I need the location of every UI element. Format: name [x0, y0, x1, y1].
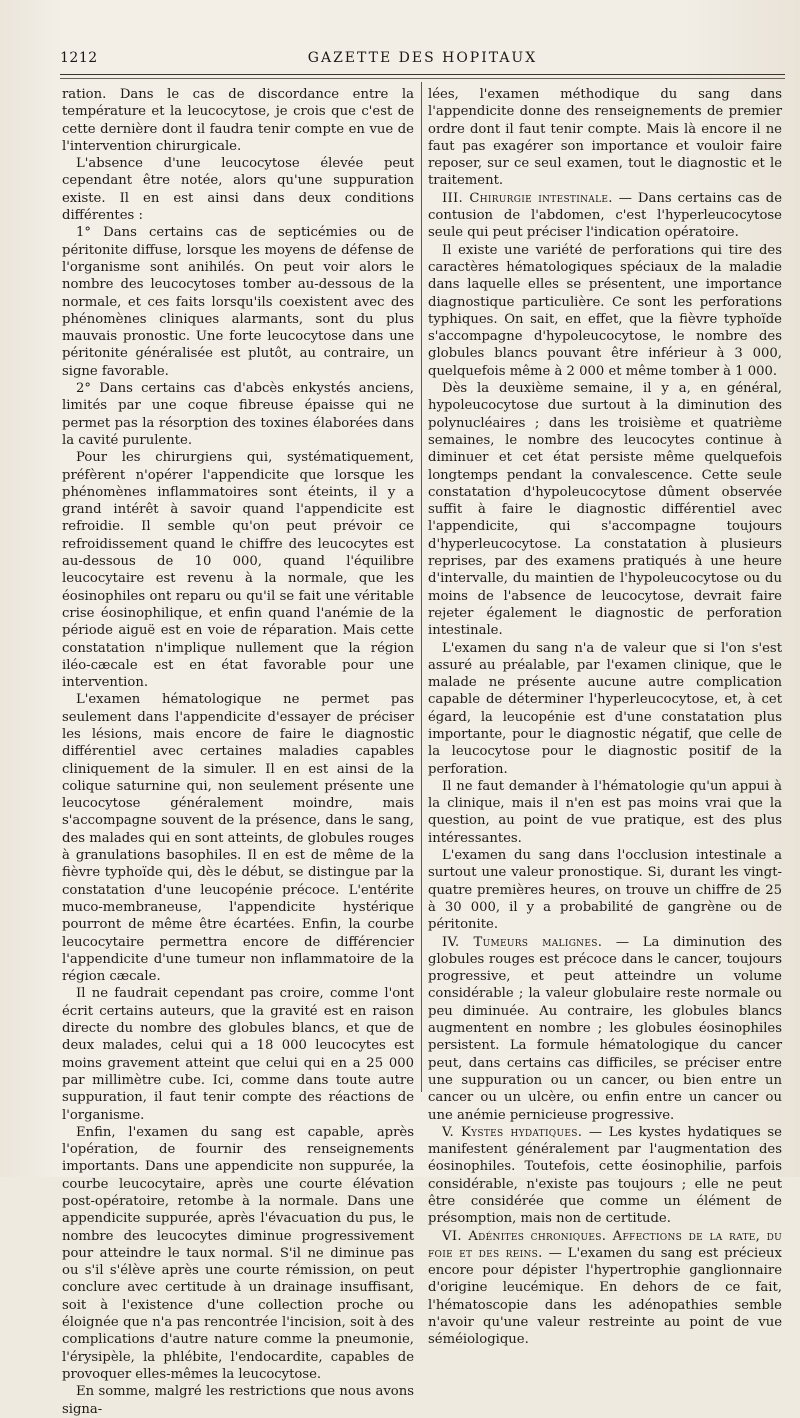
left-paragraph: En somme, malgré les restrictions que nous avons signa- — [62, 1384, 414, 1417]
right-column — [428, 86, 782, 1349]
header-rule — [60, 74, 785, 75]
section-heading: III. Chirurgie intestinale. — [442, 190, 613, 206]
left-paragraph: 1° Dans certains cas de septicémies ou de péritonite diffuse, lorsque les moyens de défense de l'organisme sont anihilés. On peut voir alors le nombre des leucocytoses tomber au-dessous de la normale, et ces faits lorsqu'ils coexistent avec des phénomènes cliniques alarmants, sont du plus mauvais pronostic. Une forte leucocytose dans une péritonite généralisée est plutôt, au contraire, un signe favorable. — [62, 225, 414, 379]
section-heading: V. Kystes hydatiques. — [442, 1124, 583, 1140]
left-paragraph: L'absence d'une leucocytose élevée peut cependant être notée, alors qu'une suppuration existe. Il en est ainsi dans deux conditions différentes : — [62, 156, 414, 224]
left-paragraph: L'examen hématologique ne permet pas seulement dans l'appendicite d'essayer de préciser les lésions, mais encore de faire le diagnostic différentiel avec certaines maladies capables cliniquement de la simuler. Il en est ainsi de la colique saturnine qui, non seulement présente une leucocytose généralement moindre, mais s'accompagne souvent de la présence, dans le sang, des malades qui en sont atteints, de globules rouges à granulations basophiles. Il en est de même de la fièvre typhoïde qui, dès le début, se distingue par la constatation d'une leucopénie précoce. L'entérite muco-membraneuse, l'appendicite hystérique pourront de même être écartées. Enfin, la courbe leucocytaire permettra encore de différencier l'appendicite d'une tumeur non inflammatoire de la région cæcale. — [62, 692, 414, 985]
section-heading: VI. Adénites chroniques. Affections de la rate, du foie et des reins. — [428, 1228, 782, 1261]
section-text: — La diminution des globules rouges est précoce dans le cancer, toujours progressive, et peut atteindre un volume considérable ; la valeur globulaire reste normale ou peu diminuée. Au contraire, les globules blancs augmentent en nombre ; les globules éosinophiles persistent. La formule hématologique du cancer peut, dans certains cas difficiles, se préciser entre une suppuration ou un cancer, ou bien entre un cancer ou un ulcère, ou enfin entre un cancer ou une anémie pernicieuse progressive. — [428, 934, 782, 1123]
right-paragraph: Il existe une variété de perforations qui tire des caractères hématologiques spéciaux de la maladie dans laquelle elles se présentent, une importance diagnostique particulière. Ce sont les perforations typhiques. On sait, en effet, que la fièvre typhoïde s'accompagne d'hypoleucocytose, le nombre des globules blancs pouvant être inférieur à 3 000, quelquefois même à 2 000 et même tomber à 1 000. — [428, 242, 782, 379]
page-number: 1212 — [60, 50, 98, 66]
running-title: GAZETTE DES HOPITAUX — [307, 50, 538, 66]
section-6 — [428, 1228, 782, 1349]
section-heading: IV. Tumeurs malignes. — [442, 934, 603, 950]
right-paragraph: lées, l'examen méthodique du sang dans l'appendicite donne des renseignements de premier ordre dont il faut tenir compte. Mais là encore il ne faut pas exagérer son importance et vouloir faire reposer, sur ce seul examen, tout le diagnostic et le traitement. — [428, 87, 782, 189]
column-divider — [421, 82, 422, 1092]
section-5 — [428, 1124, 782, 1228]
section-text: — Les kystes hydatiques se manifestent généralement par l'augmentation des éosinophiles. Toutefois, cette éosinophilie, parfois considérable, n'existe pas toujours ; elle ne peut être considérée que comme un élément de présomption, mais non de certitude. — [428, 1124, 782, 1227]
right-paragraph: Dès la deuxième semaine, il y a, en général, hypoleucocytose due surtout à la diminution des polynucléaires ; dans les troisième et quatrième semaines, le nombre des leucocytes continue à diminuer et cet état persiste même quelquefois longtemps pendant la convalescence. Cette seule constatation d'hypoleucocytose dûment observée suffit à faire le diagnostic différentiel avec l'appendicite, qui s'accompagne toujours d'hyperleucocytose. La constatation à plusieurs reprises, par des examens pratiqués à une heure d'intervalle, du maintien de l'hypoleucocytose ou du moins de l'absence de leucocytose, devrait faire rejeter également le diagnostic de perforation intestinale. — [428, 381, 782, 639]
page-header — [60, 50, 785, 72]
section-text: — Dans certains cas de contusion de l'abdomen, c'est l'hyperleucocytose seule qui peut préciser l'indication opératoire. — [428, 190, 782, 241]
section-text: — L'examen du sang est précieux encore pour dépister l'hypertrophie ganglionnaire d'origine leucémique. En dehors de ce fait, l'hématoscopie dans les adénopathies semble n'avoir qu'une valeur restreinte au point de vue séméiologique. — [428, 1245, 782, 1348]
left-column — [62, 86, 414, 1418]
right-paragraph: Il ne faut demander à l'hématologie qu'un appui à la clinique, mais il n'en est pas moins vrai que la question, au point de vue pratique, est des plus intéressantes. — [428, 778, 782, 846]
header-rule-thin — [60, 78, 785, 79]
left-paragraph: 2° Dans certains cas d'abcès enkystés anciens, limités par une coque fibreuse épaisse qui ne permet pas la résorption des toxines élaborées dans la cavité purulente. — [62, 381, 414, 448]
section-4 — [428, 934, 782, 1124]
left-paragraph: Pour les chirurgiens qui, systématiquement, préfèrent n'opérer l'appendicite que lorsque les phénomènes inflammatoires sont éteints, il y a grand intérêt à savoir quand l'appendicite est refroidie. Il semble qu'on peut prévoir ce refroidissement quand le chiffre des leucocytes est au-dessous de 10 000, quand l'équilibre leucocytaire est revenu à la normale, que les éosinophiles ont reparu ou qu'il se fait une véritable crise éosinophilique, et enfin quand l'anémie de la période aiguë est en voie de réparation. Mais cette constatation n'implique nullement que la région iléo-cæcale est en état favorable pour une intervention. — [62, 450, 414, 691]
section-3 — [428, 190, 782, 242]
left-paragraph: Enfin, l'examen du sang est capable, après l'opération, de fournir des renseignements importants. Dans une appendicite non suppurée, la courbe leucocytaire, après une courte élévation post-opératoire, retombe à la normale. Dans une appendicite suppurée, après l'évacuation du pus, le nombre des leucocytes diminue progressivement pour atteindre le taux normal. S'il ne diminue pas ou s'il s'élève après une courte rémission, on peut conclure avec certitude à un drainage insuffisant, soit à l'existence d'une collection proche ou éloignée que n'a pas rencontrée l'incision, soit à des complications d'autre nature comme la pneumonie, l'érysipèle, la phlébite, l'endocardite, capables de provoquer elles-mêmes la leucocytose. — [62, 1124, 414, 1382]
left-paragraph: ration. Dans le cas de discordance entre la température et la leucocytose, je crois que c'est de cette dernière dont il faudra tenir compte en vue de l'intervention chirurgicale. — [62, 87, 414, 154]
right-paragraph: L'examen du sang dans l'occlusion intestinale a surtout une valeur pronostique. Si, durant les vingt-quatre premières heures, on trouve un chiffre de 25 à 30 000, il y a probabilité de gangrène ou de péritonite. — [428, 848, 782, 933]
right-paragraph: L'examen du sang n'a de valeur que si l'on s'est assuré au préalable, par l'examen clinique, que le malade ne présente aucune autre complication capable de déterminer l'hyperleucocytose, et, à cet égard, la leucopénie est d'une constatation plus importante, pour le diagnostic négatif, que celle de la leucocytose pour le diagnostic positif de la perforation. — [428, 640, 782, 777]
left-paragraph: Il ne faudrait cependant pas croire, comme l'ont écrit certains auteurs, que la gravité est en raison directe du nombre des globules blancs, et que de deux malades, celui qui a 18 000 leucocytes est moins gravement atteint que celui qui en a 25 000 par millimètre cube. Ici, comme dans toute autre suppuration, il faut tenir compte des réactions de l'organisme. — [62, 986, 414, 1123]
